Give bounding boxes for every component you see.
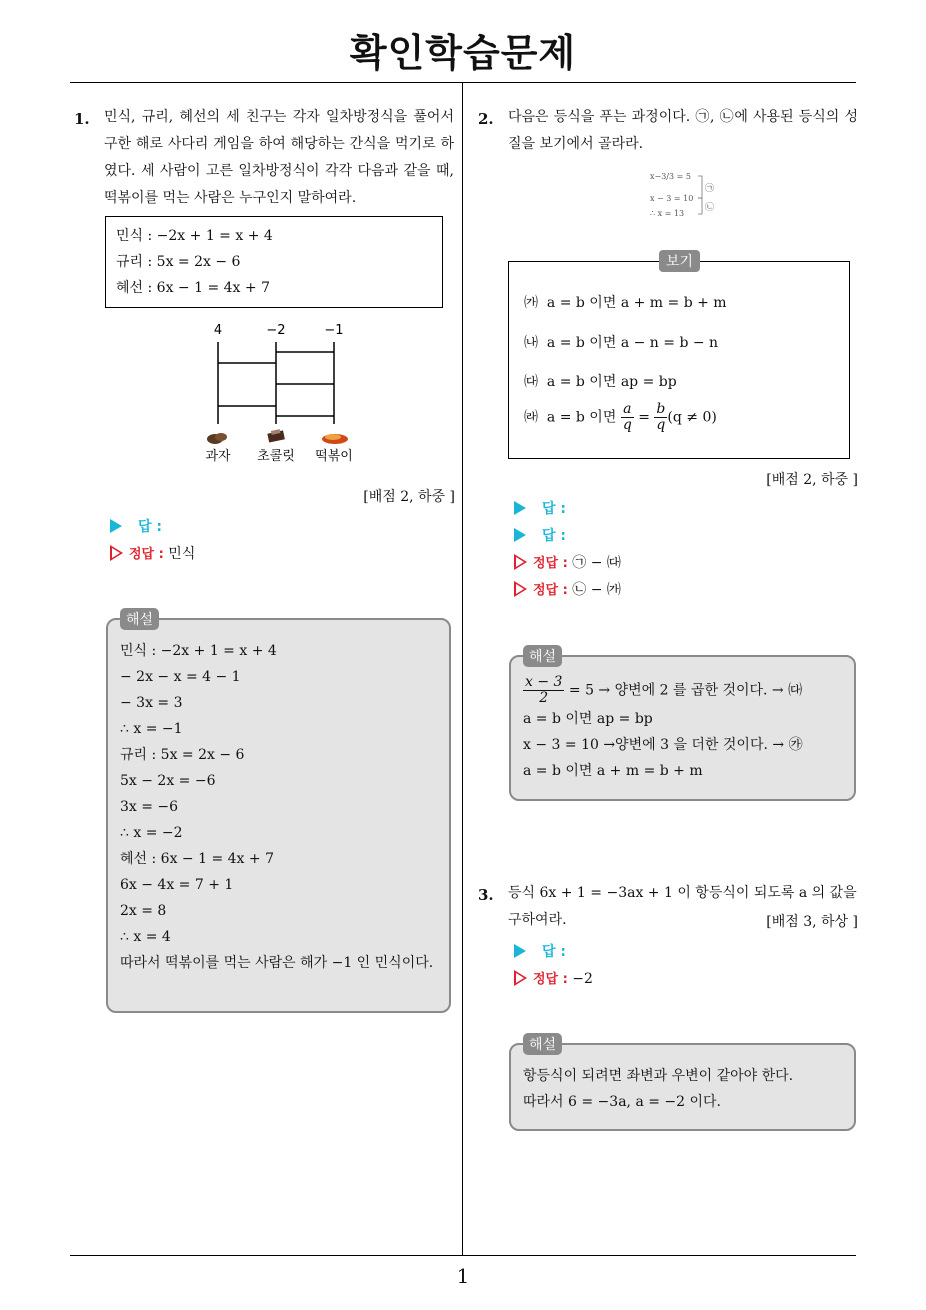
tteokbokki-icon — [322, 434, 348, 444]
bogi-cond: a = b 이면 — [546, 409, 617, 426]
explain-line: 혜선 : 6x − 1 = 4x + 7 — [120, 851, 274, 867]
q1-equation: 규리 : 5x = 2x − 6 — [116, 254, 241, 270]
q3-number: 3. — [478, 886, 494, 904]
explain-text: = 5 → 양변에 2 를 곱한 것이다. → ㈐ — [568, 682, 803, 699]
explain-tag: 해설 — [523, 645, 562, 667]
q1-equation: 혜선 : 6x − 1 = 4x + 7 — [116, 280, 270, 296]
bogi-cond: a = b 이면 — [546, 295, 617, 311]
bogi-item — [524, 292, 727, 312]
explain-line: − 2x − x = 4 − 1 — [120, 669, 241, 685]
q1-equation: 민식 : −2x + 1 = x + 4 — [116, 228, 273, 244]
q3-solution — [514, 968, 593, 987]
bogi-item — [524, 332, 718, 352]
q1-equation-box — [105, 216, 443, 308]
fraction: $\frac{a}{q}$ — [622, 401, 632, 433]
column-divider — [462, 82, 463, 1255]
explain-tag: 해설 — [523, 1033, 562, 1055]
bogi-cond: a = b 이면 — [546, 374, 617, 390]
explain-line: 따라서 떡볶이를 먹는 사람은 해가 −1 인 민식이다. — [120, 955, 434, 971]
q2-solution — [514, 552, 621, 572]
ladder-bottom-label: 떡볶이 — [315, 449, 353, 464]
q1-text: 민식, 규리, 혜선의 세 친구는 각자 일차방정식을 풀어서 구한 해로 사다리 게임을 하여 해당하는 간식을 먹기로 하였다. 세 사람이 고른 일차방정식이 각각 다음과 같을 때, 떡볶이를 먹는 사람은 누구인지 말하여라. — [104, 109, 454, 206]
process-mark: ㉠ — [705, 184, 715, 194]
outline-triangle-icon — [110, 545, 123, 561]
process-line: ∴ x = 13 — [650, 209, 685, 218]
explain-line: 따라서 6 = −3a, a = −2 이다. — [523, 1094, 722, 1110]
explain-line — [523, 675, 842, 706]
play-triangle-icon — [514, 944, 526, 958]
page-number: 1 — [456, 1264, 470, 1288]
bogi-mark: ㈎ — [524, 295, 538, 311]
q2-score: [배점 2, 하중 ] — [766, 472, 858, 488]
solution-label: 정답 : — [533, 556, 568, 571]
explain-line: x − 3 = 10 →양변에 3 을 더한 것이다. → ㉮ — [523, 737, 803, 753]
top-divider — [70, 82, 856, 83]
q2-solution — [514, 579, 621, 599]
explain-line: a = b 이면 ap = bp — [523, 711, 653, 727]
q2-answer-field[interactable] — [514, 498, 566, 518]
explain-line: 규리 : 5x = 2x − 6 — [120, 747, 245, 763]
fraction: $\frac{x - 3}{2}$ — [525, 674, 563, 706]
answer-label: 답 : — [542, 528, 566, 544]
process-line: x − 3 = 10 — [650, 194, 694, 203]
play-triangle-icon — [514, 528, 526, 542]
explain-line: ∴ x = 4 — [120, 929, 171, 945]
explain-tag: 해설 — [120, 608, 159, 630]
bogi-result: ap = bp — [620, 374, 677, 390]
q1-solution — [110, 543, 195, 563]
answer-label: 답 : — [542, 501, 566, 517]
q2-process-image — [648, 170, 728, 222]
explain-line: 5x − 2x = −6 — [120, 773, 216, 789]
play-triangle-icon — [110, 519, 122, 533]
ladder-top-label: −2 — [266, 323, 286, 338]
solution-value: ㉠ − ㈐ — [572, 555, 621, 571]
outline-triangle-icon — [514, 970, 527, 986]
outline-triangle-icon — [514, 554, 527, 570]
q2-text: 다음은 등식을 푸는 과정이다. ㉠, ㉡에 사용된 등식의 성질을 보기에서 골라라. — [508, 109, 858, 152]
q1-answer-field[interactable] — [110, 516, 162, 536]
q3-answer-field[interactable] — [514, 941, 566, 961]
bogi-item — [524, 371, 677, 391]
q2-explanation-box — [509, 649, 856, 801]
play-triangle-icon — [514, 501, 526, 515]
ladder-top-label: 4 — [213, 323, 223, 338]
solution-value: −2 — [572, 971, 593, 987]
chocolate-icon — [267, 429, 285, 442]
explain-line: 3x = −6 — [120, 799, 179, 815]
process-line: x−3/3 = 5 — [650, 172, 691, 181]
solution-value: 민식 — [168, 546, 196, 562]
bogi-mark: ㈏ — [524, 335, 538, 351]
solution-label: 정답 : — [129, 547, 164, 562]
bogi-item: ㈑ a = b 이면 $\frac{a}{q}$ = $\frac{b}{q}$ (q ≠ 0) — [524, 401, 717, 433]
outline-triangle-icon — [514, 581, 527, 597]
q1-number: 1. — [74, 110, 90, 128]
bogi-cond: a = b 이면 — [546, 335, 617, 351]
process-mark: ㉡ — [705, 203, 715, 213]
explain-line: ∴ x = −2 — [120, 825, 183, 841]
q2-answer-field[interactable] — [514, 525, 566, 545]
bottom-divider — [70, 1255, 856, 1256]
ladder-bottom-label: 초콜릿 — [257, 449, 295, 464]
answer-label: 답 : — [138, 519, 162, 535]
q3-explanation-box — [509, 1037, 856, 1131]
bogi-result: a − n = b − n — [620, 335, 719, 351]
page-title: 확인학습문제 — [349, 31, 577, 75]
ladder-top-label: −1 — [324, 323, 344, 338]
bogi-mark: ㈑ — [524, 409, 538, 426]
explain-line: 6x − 4x = 7 + 1 — [120, 877, 234, 893]
answer-label: 답 : — [542, 944, 566, 960]
explain-line: ∴ x = −1 — [120, 721, 183, 737]
bogi-tag: 보기 — [659, 250, 700, 272]
solution-label: 정답 : — [533, 972, 568, 987]
bogi-result: a + m = b + m — [620, 295, 727, 311]
explain-line: 민식 : −2x + 1 = x + 4 — [120, 643, 277, 659]
bogi-mark: ㈐ — [524, 374, 538, 390]
fraction: $\frac{b}{q}$ — [656, 401, 666, 433]
solution-value: ㉡ − ㈎ — [572, 582, 621, 598]
explain-line: a = b 이면 a + m = b + m — [523, 763, 703, 779]
ladder-diagram — [195, 318, 375, 468]
cookie-icon — [207, 433, 227, 444]
q3-score: [배점 3, 하상 ] — [766, 914, 858, 930]
q1-score: [배점 2, 하중 ] — [363, 489, 455, 505]
q1-explanation-box — [106, 612, 451, 1013]
q3-text: 구하여라. — [508, 912, 567, 928]
explain-line: 항등식이 되려면 좌변과 우변이 같아야 한다. — [523, 1068, 794, 1084]
explain-line: − 3x = 3 — [120, 695, 183, 711]
q3-text: 등식 6x + 1 = −3ax + 1 이 항등식이 되도록 a 의 값을 — [508, 885, 857, 901]
q2-number: 2. — [478, 110, 494, 128]
bogi-result: (q ≠ 0) — [667, 409, 717, 426]
ladder-bottom-label: 과자 — [205, 449, 231, 464]
solution-label: 정답 : — [533, 583, 568, 598]
explain-line: 2x = 8 — [120, 903, 167, 919]
